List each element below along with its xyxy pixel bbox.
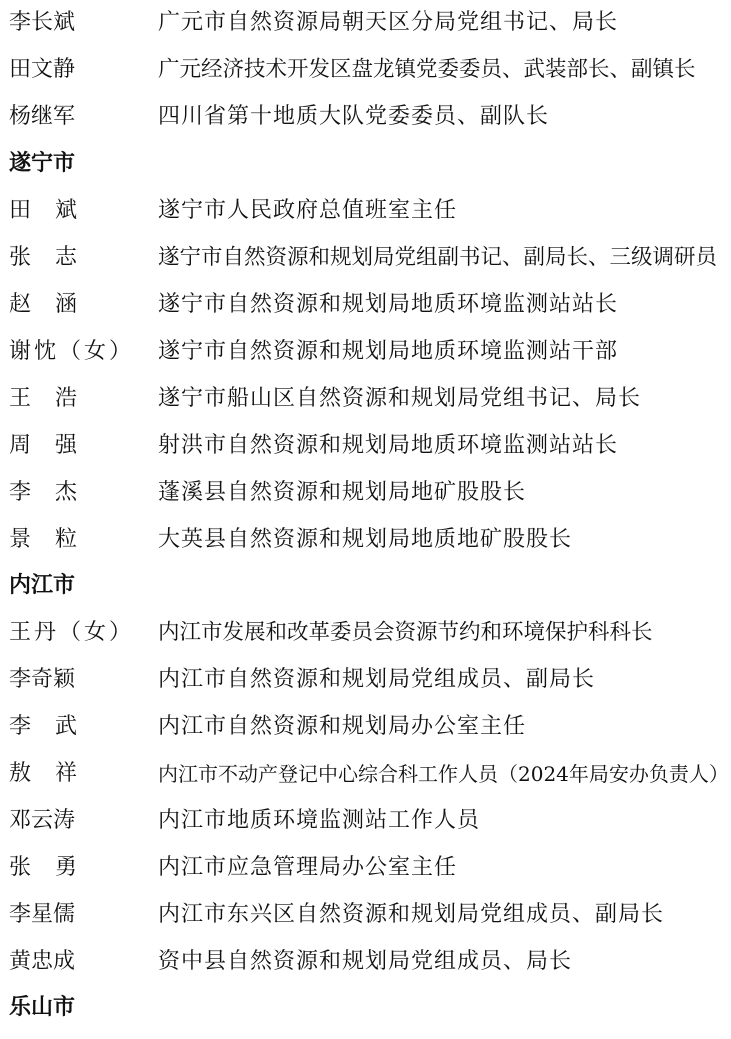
list-item (0, 94, 731, 140)
list-item (0, 282, 731, 328)
person-name: 田文静 (9, 57, 76, 82)
list-item (0, 188, 731, 234)
person-title: 遂宁市自然资源和规划局地质环境监测站站长 (158, 292, 619, 317)
person-title: 内江市应急管理局办公室主任 (158, 855, 458, 880)
person-name: 李武 (9, 714, 102, 739)
person-name: 杨继军 (9, 104, 76, 129)
person-name: 李长斌 (9, 10, 76, 35)
person-title: 大英县自然资源和规划局地质地矿股股长 (158, 527, 573, 552)
person-name: 谢忱（女） (9, 339, 135, 364)
person-title: 内江市自然资源和规划局办公室主任 (158, 714, 527, 739)
person-title: 内江市东兴区自然资源和规划局党组成员、副局长 (158, 902, 665, 927)
person-name: 王浩 (9, 386, 102, 411)
person-title: 遂宁市船山区自然资源和规划局党组书记、局长 (158, 386, 642, 411)
list-item (0, 892, 731, 938)
list-item (0, 470, 731, 516)
list-item (0, 845, 731, 891)
section-heading: 乐山市 (9, 995, 76, 1020)
list-item (0, 0, 731, 46)
list-item (0, 939, 731, 985)
list-item (0, 610, 731, 656)
person-name: 敖祥 (9, 761, 102, 786)
person-title: 内江市不动产登记中心综合科工作人员（2024年局安办负责人） (158, 762, 729, 786)
person-title: 广元市自然资源局朝天区分局党组书记、局长 (158, 10, 619, 35)
person-name: 李星儒 (9, 902, 76, 927)
list-item (0, 329, 731, 375)
person-title: 遂宁市人民政府总值班室主任 (158, 198, 458, 223)
person-name: 张志 (9, 245, 102, 270)
person-name: 景粒 (9, 527, 102, 552)
list-item (0, 704, 731, 750)
list-item (0, 657, 731, 703)
person-name: 周强 (9, 433, 102, 458)
person-title: 射洪市自然资源和规划局地质环境监测站站长 (158, 433, 619, 458)
person-title: 资中县自然资源和规划局党组成员、局长 (158, 949, 573, 974)
list-item (0, 798, 731, 844)
list-item (0, 376, 731, 422)
person-name: 李奇颖 (9, 667, 76, 692)
list-item (0, 423, 731, 469)
person-name: 赵涵 (9, 292, 102, 317)
person-title: 内江市发展和改革委员会资源节约和环境保护科科长 (158, 620, 653, 645)
list-item (0, 235, 731, 281)
person-title: 遂宁市自然资源和规划局地质环境监测站干部 (158, 339, 619, 364)
person-name: 田斌 (9, 198, 102, 223)
person-name: 邓云涛 (9, 808, 76, 833)
person-name: 黄忠成 (9, 949, 76, 974)
person-name: 王丹（女） (9, 620, 135, 645)
person-name: 李杰 (9, 480, 102, 505)
person-title: 内江市地质环境监测站工作人员 (158, 808, 481, 833)
list-item (0, 751, 731, 797)
list-item (0, 47, 731, 93)
person-title: 内江市自然资源和规划局党组成员、副局长 (158, 667, 596, 692)
person-title: 遂宁市自然资源和规划局党组副书记、副局长、三级调研员 (158, 245, 718, 270)
person-title: 四川省第十地质大队党委委员、副队长 (158, 104, 550, 129)
section-heading: 遂宁市 (9, 151, 76, 176)
person-name: 张勇 (9, 855, 102, 880)
person-title: 广元经济技术开发区盘龙镇党委委员、武装部长、副镇长 (158, 57, 696, 82)
list-item (0, 517, 731, 563)
person-title: 蓬溪县自然资源和规划局地矿股股长 (158, 480, 527, 505)
section-heading: 内江市 (9, 573, 76, 598)
